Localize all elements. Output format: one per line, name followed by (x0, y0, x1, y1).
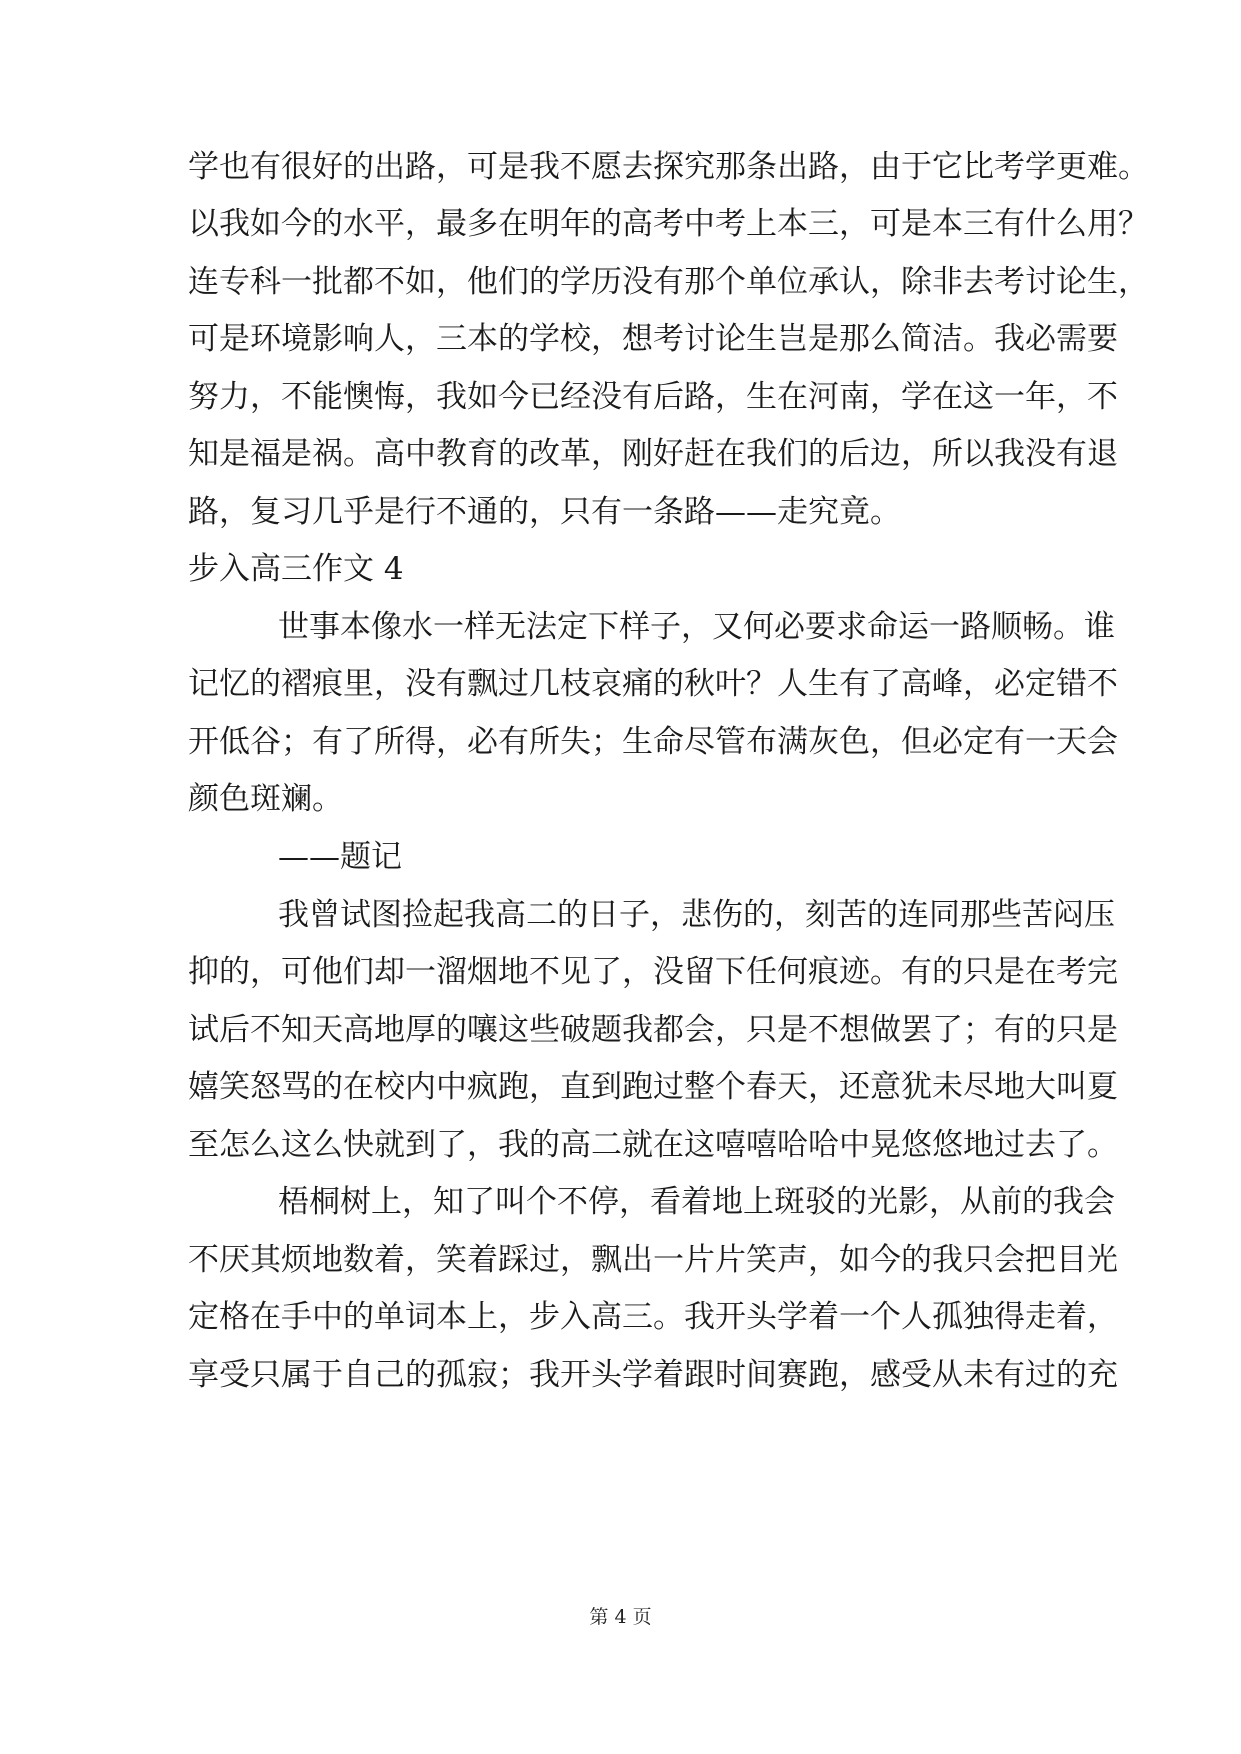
text-line: 记忆的褶痕里，没有飘过几枝哀痛的秋叶？人生有了高峰，必定错不 (188, 666, 1118, 702)
text-line: 连专科一批都不如，他们的学历没有那个单位承认，除非去考讨论生， (188, 264, 1149, 300)
text-line: 梧桐树上，知了叫个不停，看着地上斑驳的光影，从前的我会 (278, 1184, 1115, 1220)
text-line: 定格在手中的单词本上，步入高三。我开头学着一个人孤独得走着， (188, 1299, 1118, 1335)
text-line: 知是福是祸。高中教育的改革，刚好赶在我们的后边，所以我没有退 (188, 436, 1118, 472)
text-line: 路，复习几乎是行不通的，只有一条路——走究竟。 (188, 494, 901, 530)
text-line: 至怎么这么快就到了，我的高二就在这嘻嘻哈哈中晃悠悠地过去了。 (188, 1127, 1118, 1163)
page-number: 第 4 页 (589, 1606, 652, 1628)
text-line: 学也有很好的出路，可是我不愿去探究那条出路，由于它比考学更难。 (188, 149, 1149, 185)
text-line: 我曾试图捡起我高二的日子，悲伤的，刻苦的连同那些苦闷压 (278, 897, 1115, 933)
text-line: 努力，不能懊悔，我如今已经没有后路，生在河南，学在这一年，不 (188, 379, 1118, 415)
text-line: 试后不知天高地厚的嚷这些破题我都会，只是不想做罢了；有的只是 (188, 1012, 1118, 1048)
text-line: 世事本像水一样无法定下样子，又何必要求命运一路顺畅。谁 (278, 609, 1115, 645)
section-heading: 步入高三作文 4 (188, 551, 404, 587)
text-line: 抑的，可他们却一溜烟地不见了，没留下任何痕迹。有的只是在考完 (188, 954, 1118, 990)
text-line: 开低谷；有了所得，必有所失；生命尽管布满灰色，但必定有一天会 (188, 724, 1118, 760)
text-line: 嬉笑怒骂的在校内中疯跑，直到跑过整个春天，还意犹未尽地大叫夏 (188, 1069, 1118, 1105)
text-line: 颜色斑斓。 (188, 781, 343, 817)
text-line: 以我如今的水平，最多在明年的高考中考上本三，可是本三有什么用？ (188, 206, 1149, 242)
text-line: 可是环境影响人，三本的学校，想考讨论生岂是那么简洁。我必需要 (188, 321, 1118, 357)
inscription-line: ——题记 (278, 839, 402, 875)
text-line: 享受只属于自己的孤寂；我开头学着跟时间赛跑，感受从未有过的充 (188, 1357, 1118, 1393)
text-line: 不厌其烦地数着，笑着踩过，飘出一片片笑声，如今的我只会把目光 (188, 1242, 1118, 1278)
